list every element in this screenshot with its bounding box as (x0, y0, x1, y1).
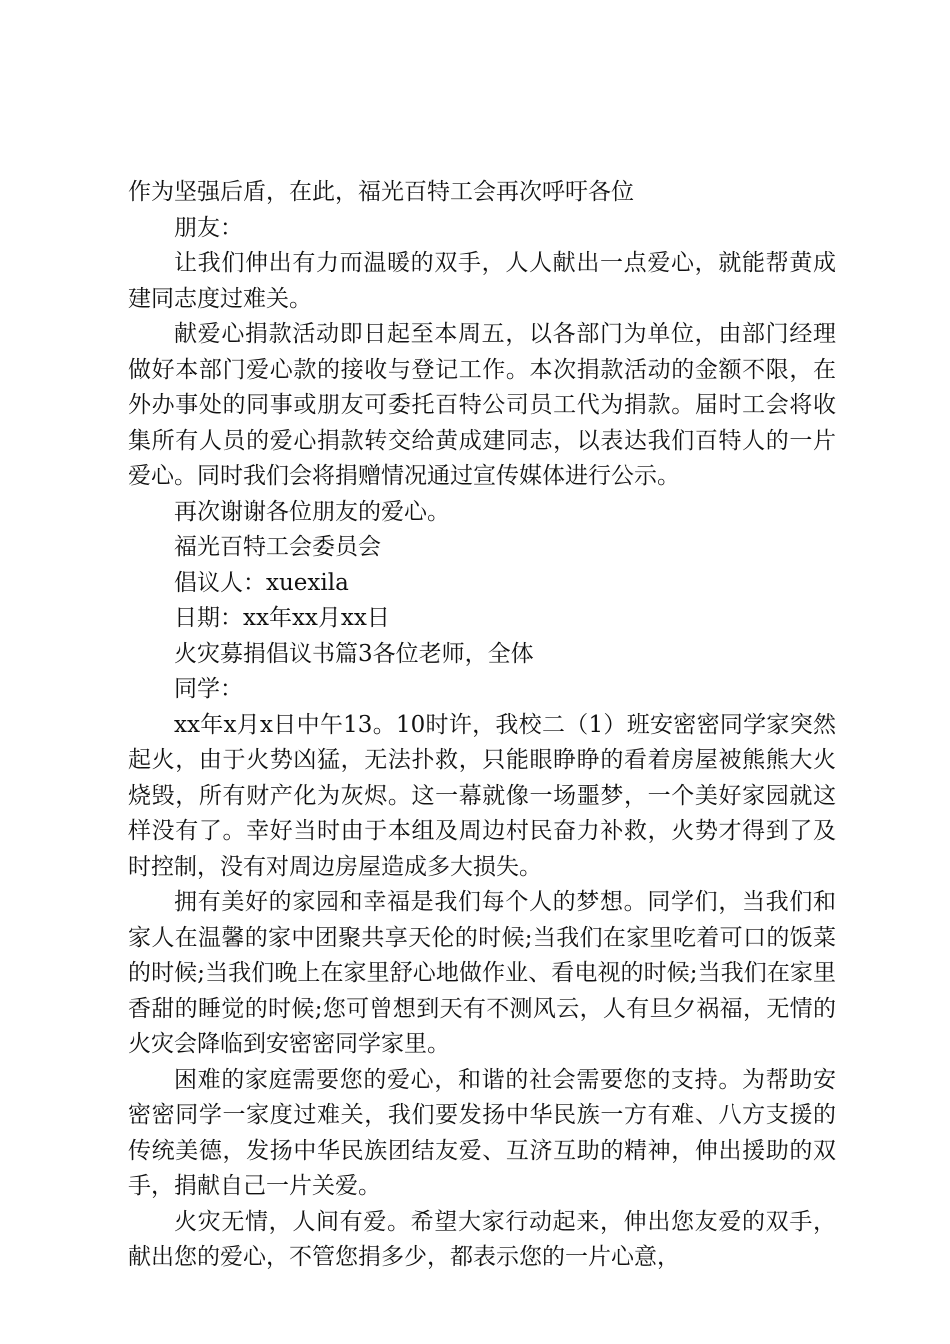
paragraph-signature-committee: 福光百特工会委员会 (174, 534, 381, 560)
paragraph-date: 日期：xx年xx月xx日 (174, 605, 390, 631)
paragraph-home-dream: 拥有美好的家园和幸福是我们每个人的梦想。同学们，当我们和家人在温馨的家中团聚共享天伦的时候;当我们在家里吃着可口的饭菜的时候;当我们晚上在家里舒心地做作业、看电视的时候;当我们在家里香甜的睡觉的时候;您可曾想到天有不测风云，人有旦夕祸福，无情的火灾会降临到安密密同学家里。 (128, 889, 836, 1057)
paragraph-continuation: 作为坚强后盾，在此，福光百特工会再次呼吁各位 (128, 179, 634, 205)
paragraph-closing-appeal: 火灾无情，人间有爱。希望大家行动起来，伸出您友爱的双手，献出您的爱心，不管您捐多少，都表示您的一片心意， (128, 1208, 836, 1270)
paragraph-fire-incident: xx年x月x日中午13。10时许，我校二（1）班安密密同学家突然起火，由于火势凶猛，无法扑救，只能眼睁睁的看着房屋被熊熊大火烧毁，所有财产化为灰烬。这一幕就像一场噩梦，一个美好家园就这样没有了。幸好当时由于本组及周边村民奋力补救，火势才得到了及时控制，没有对周边房屋造成多大损失。 (128, 711, 836, 880)
paragraph-support-call: 困难的家庭需要您的爱心，和谐的社会需要您的支持。为帮助安密密同学一家度过难关，我们要发扬中华民族一方有难、八方支援的传统美德，发扬中华民族团结友爱、互济互助的精神，伸出援助的双手，捐献自己一片关爱。 (128, 1066, 836, 1199)
paragraph-initiator: 倡议人：xuexila (174, 569, 349, 596)
document-body (128, 175, 836, 1276)
paragraph-appeal: 让我们伸出有力而温暖的双手，人人献出一点爱心，就能帮黄成建同志度过难关。 (128, 250, 836, 312)
paragraph-section-heading: 火灾募捐倡议书篇3各位老师，全体 (174, 640, 534, 667)
paragraph-salutation-friends: 朋友： (174, 214, 243, 241)
paragraph-thanks: 再次谢谢各位朋友的爱心。 (174, 498, 450, 525)
paragraph-salutation-students: 同学： (174, 676, 243, 702)
paragraph-donation-details: 献爱心捐款活动即日起至本周五，以各部门为单位，由部门经理做好本部门爱心款的接收与登记工作。本次捐款活动的金额不限，在外办事处的同事或朋友可委托百特公司员工代为捐款。届时工会将收集所有人员的爱心捐款转交给黄成建同志，以表达我们百特人的一片爱心。同时我们会将捐赠情况通过宣传媒体进行公示。 (128, 321, 836, 489)
